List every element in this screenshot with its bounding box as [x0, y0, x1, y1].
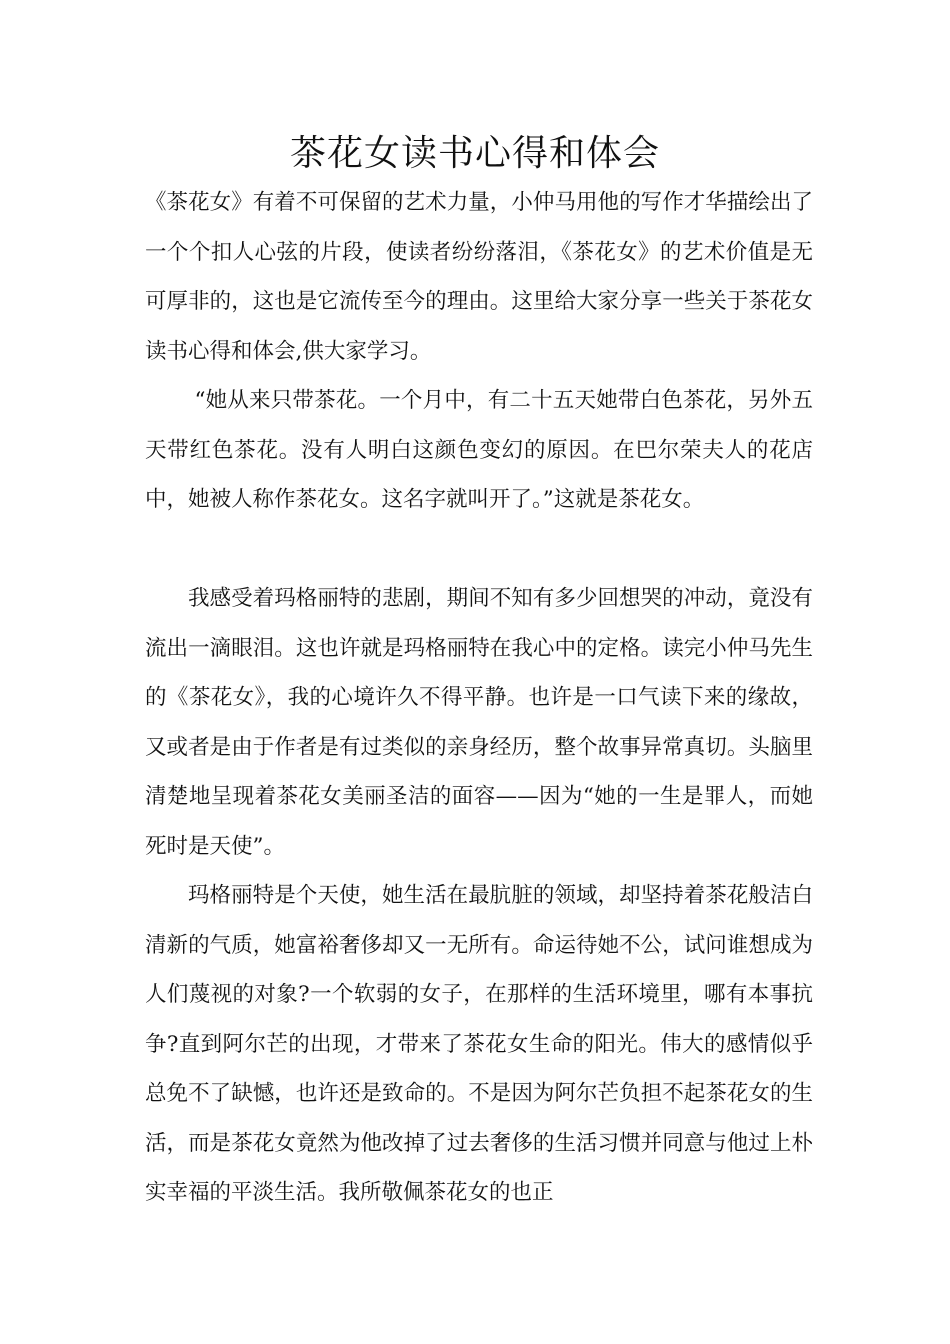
paragraph-intro: 《茶花女》有着不可保留的艺术力量，小仲马用他的写作才华描绘出了一个个扣人心弦的片段，使读者纷纷落泪，《茶花女》的艺术价值是无可厚非的，这也是它流传至今的理由。这里给大家分享一些关于茶花女读书心得和体会,供大家学习。: [145, 190, 813, 364]
document-body: [145, 178, 813, 1218]
paragraph-quote: “她从来只带茶花。一个月中，有二十五天她带白色茶花，另外五天带红色茶花。没有人明白这颜色变幻的原因。在巴尔荣夫人的花店中，她被人称作茶花女。这名字就叫开了。”这就是茶花女。: [145, 388, 813, 512]
paragraph-feeling: 我感受着玛格丽特的悲剧，期间不知有多少回想哭的冲动，竟没有流出一滴眼泪。这也许就是玛格丽特在我心中的定格。读完小仲马先生的《茶花女》，我的心境许久不得平静。也许是一口气读下来的缘故，又或者是由于作者是有过类似的亲身经历，整个故事异常真切。头脑里清楚地呈现着茶花女美丽圣洁的面容——因为“她的一生是罪人，而她死时是天使”。: [145, 586, 813, 859]
paragraph-gap: [145, 525, 813, 575]
paragraph-marguerite: 玛格丽特是个天使，她生活在最肮脏的领域，却坚持着茶花般洁白清新的气质，她富裕奢侈却又一无所有。命运待她不公，试问谁想成为人们蔑视的对象?一个软弱的女子，在那样的生活环境里，哪有本事抗争?直到阿尔芒的出现，才带来了茶花女生命的阳光。伟大的感情似乎总免不了缺憾，也许还是致命的。不是因为阿尔芒负担不起茶花女的生活，而是茶花女竟然为他改掉了过去奢侈的生活习惯并同意与他过上朴实幸福的平淡生活。我所敬佩茶花女的也正: [145, 883, 813, 1205]
document-title: 茶花女读书心得和体会: [289, 133, 660, 174]
